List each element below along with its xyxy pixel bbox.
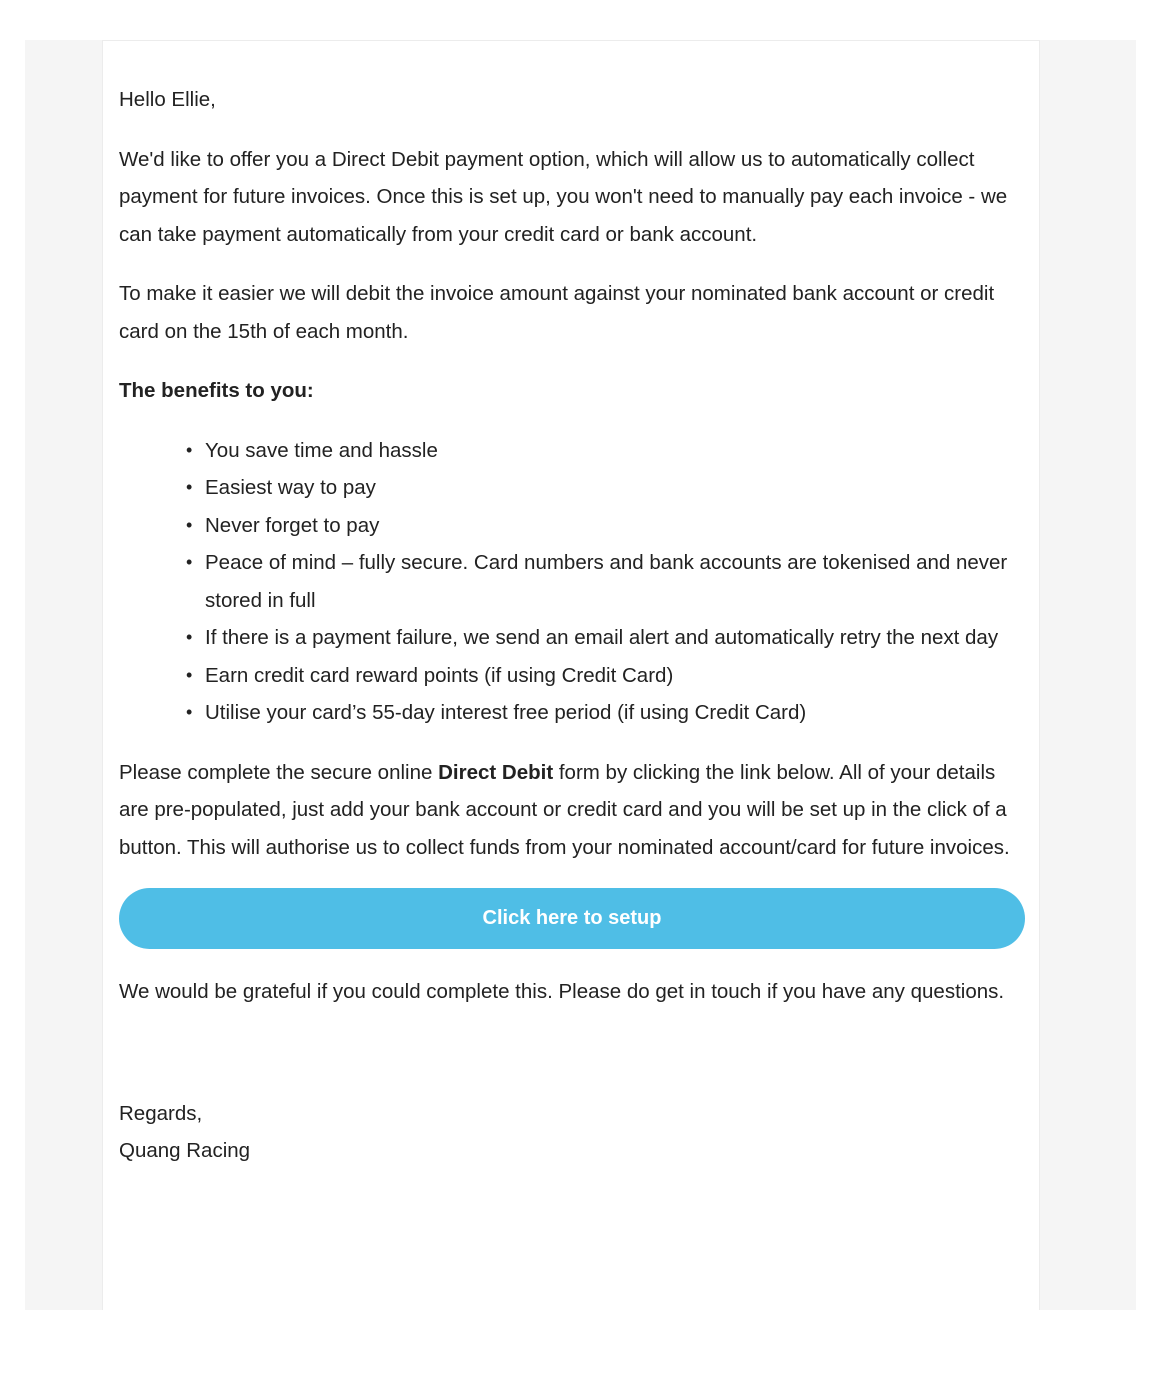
- signature: [119, 1095, 1025, 1170]
- list-item: • Utilise your card’s 55-day interest free period (if using Credit Card): [205, 694, 1025, 732]
- list-item: • If there is a payment failure, we send an email alert and automatically retry the next day: [205, 619, 1025, 657]
- direct-debit-bold: Direct Debit: [438, 760, 554, 784]
- spacer: [119, 1033, 1025, 1095]
- instructions-text-start: Please complete the secure online: [119, 760, 439, 784]
- sender-name: Quang Racing: [119, 1139, 251, 1162]
- benefits-list: [119, 432, 1025, 732]
- list-item: • Easiest way to pay: [205, 469, 1025, 507]
- schedule-paragraph: To make it easier we will debit the invoice amount against your nominated bank account or credit card on the 15th of each month.: [119, 282, 995, 343]
- list-item: • Never forget to pay: [205, 507, 1025, 545]
- instructions-text-end: form by clicking the link below. All of your details are pre-populated, just add your bank account or credit card and you will be set up in the click of a button. This will authorise us to collect funds from your nominated account/card for future invoices.: [119, 760, 1010, 859]
- closing-paragraph: We would be grateful if you could complete this. Please do get in touch if you have any questions.: [119, 980, 1005, 1003]
- email-body-card: [102, 40, 1040, 1310]
- list-item: • You save time and hassle: [205, 432, 1025, 470]
- greeting: Hello Ellie,: [119, 88, 216, 111]
- setup-button[interactable]: Click here to setup: [119, 888, 1025, 949]
- email-content: [119, 81, 1025, 1170]
- intro-paragraph: We'd like to offer you a Direct Debit payment option, which will allow us to automatically collect payment for future invoices. Once this is set up, you won't need to manually pay each invoice - we can take payment automatically from your credit card or bank account.: [119, 147, 1008, 246]
- benefits-heading: The benefits to you:: [119, 379, 314, 402]
- list-item: • Earn credit card reward points (if using Credit Card): [205, 657, 1025, 695]
- instructions-paragraph: [119, 754, 1025, 867]
- signoff: Regards,: [119, 1101, 203, 1125]
- list-item: • Peace of mind – fully secure. Card numbers and bank accounts are tokenised and never stored in full: [205, 544, 1025, 619]
